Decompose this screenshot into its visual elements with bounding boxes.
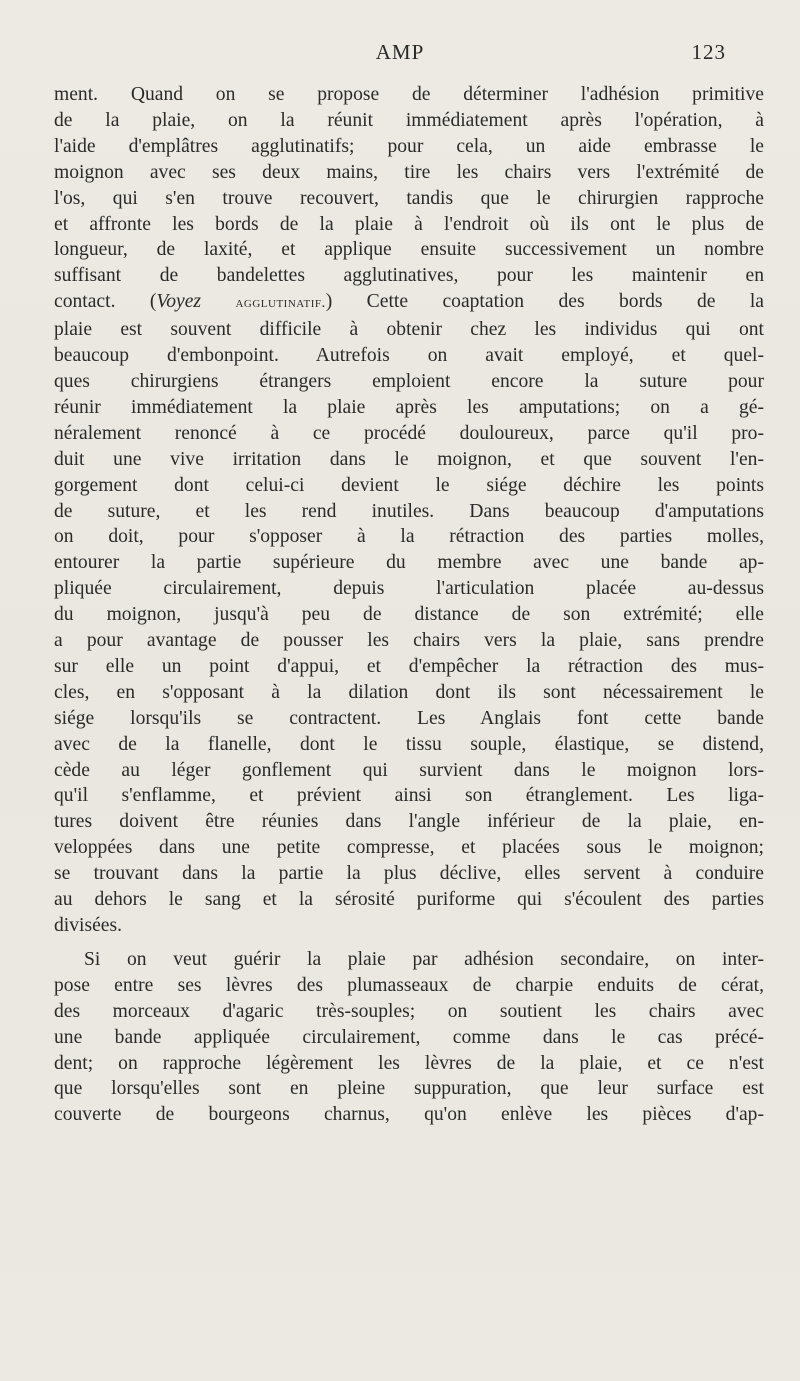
text-line: moignon avec ses deux mains, tire les chairs vers l'extrémité de	[54, 161, 764, 183]
voyez-label: Voyez	[156, 291, 202, 313]
paragraph-gap	[54, 939, 764, 947]
text-line: longueur, de laxité, et applique ensuite successivement un nombre	[54, 239, 764, 261]
text-line: a pour avantage de pousser les chairs vers la plaie, sans prendre	[54, 630, 764, 652]
text-line: de suture, et les rend inutiles. Dans beaucoup d'amputations	[54, 500, 764, 522]
text-line-crossref	[54, 289, 764, 317]
text-line: duit une vive irritation dans le moignon, et que souvent l'en-	[54, 448, 764, 470]
text-line: dent; on rapproche légèrement les lèvres de la plaie, et ce n'est	[54, 1052, 764, 1074]
text-line: entourer la partie supérieure du membre avec une bande ap-	[54, 552, 764, 574]
text-line: néralement renoncé à ce procédé douloureux, parce qu'il pro-	[54, 422, 764, 444]
text-line: cles, en s'opposant à la dilation dont ils sont nécessairement le	[54, 681, 764, 703]
text-line: plaie est souvent difficile à obtenir chez les individus qui ont	[54, 319, 764, 341]
text-line: avec de la flanelle, dont le tissu souple, élastique, se distend,	[54, 733, 764, 755]
text-line: pliquée circulairement, depuis l'articulation placée au-dessus	[54, 578, 764, 600]
text-line: une bande appliquée circulairement, comme dans le cas précé-	[54, 1026, 764, 1048]
text-line: gorgement dont celui-ci devient le siége déchire les points	[54, 474, 764, 496]
page-header	[0, 40, 800, 68]
text-line: de la plaie, on la réunit immédiatement après l'opération, à	[54, 109, 764, 131]
text-line: que lorsqu'elles sont en pleine suppuration, que leur surface est	[54, 1078, 764, 1100]
text-line: l'aide d'emplâtres agglutinatifs; pour cela, un aide embrasse le	[54, 135, 764, 157]
text-line: sur elle un point d'appui, et d'empêcher la rétraction des mus-	[54, 655, 764, 677]
text-line: suffisant de bandelettes agglutinatives, pour les maintenir en	[54, 265, 764, 287]
body-text	[54, 82, 764, 1128]
text-line: réunir immédiatement la plaie après les amputations; on a gé-	[54, 396, 764, 418]
text-line: cède au léger gonflement qui survient dans le moignon lors-	[54, 759, 764, 781]
text-line: des morceaux d'agaric très-souples; on soutient les chairs avec	[54, 1000, 764, 1022]
text-line: se trouvant dans la partie la plus déclive, elles servent à conduire	[54, 863, 764, 885]
text-line: couverte de bourgeons charnus, qu'on enlève les pièces d'ap-	[54, 1104, 764, 1126]
text-line: pose entre ses lèvres des plumasseaux de charpie enduits de cérat,	[54, 974, 764, 996]
page-number: 123	[691, 40, 726, 64]
crossref-after: ) Cette coaptation des bords de la	[325, 291, 764, 313]
text-line: tures doivent être réunies dans l'angle inférieur de la plaie, en-	[54, 811, 764, 833]
text-line: beaucoup d'embonpoint. Autrefois on avait employé, et quel-	[54, 345, 764, 367]
text-line: ques chirurgiens étrangers emploient encore la suture pour	[54, 370, 764, 392]
text-line: et affronte les bords de la plaie à l'endroit où ils ont le plus de	[54, 213, 764, 235]
text-line: Si on veut guérir la plaie par adhésion secondaire, on inter-	[84, 948, 764, 970]
crossref-target: agglutinatif.	[235, 295, 326, 312]
text-line: divisées.	[54, 915, 123, 936]
text-line: veloppées dans une petite compresse, et placées sous le moignon;	[54, 837, 764, 859]
text-line: du moignon, jusqu'à peu de distance de son extrémité; elle	[54, 604, 764, 626]
text-line: ment. Quand on se propose de déterminer l'adhésion primitive	[54, 84, 764, 105]
text-line: au dehors le sang et la sérosité puriforme qui s'écoulent des parties	[54, 889, 764, 911]
text-line: siége lorsqu'ils se contractent. Les Anglais font cette bande	[54, 707, 764, 729]
running-head: AMP	[375, 40, 425, 64]
text-line: qu'il s'enflamme, et prévient ainsi son étranglement. Les liga-	[54, 785, 764, 807]
text-line: l'os, qui s'en trouve recouvert, tandis que le chirurgien rapproche	[54, 187, 764, 209]
crossref-before: contact. (	[54, 291, 157, 313]
text-line: on doit, pour s'opposer à la rétraction des parties molles,	[54, 526, 764, 548]
